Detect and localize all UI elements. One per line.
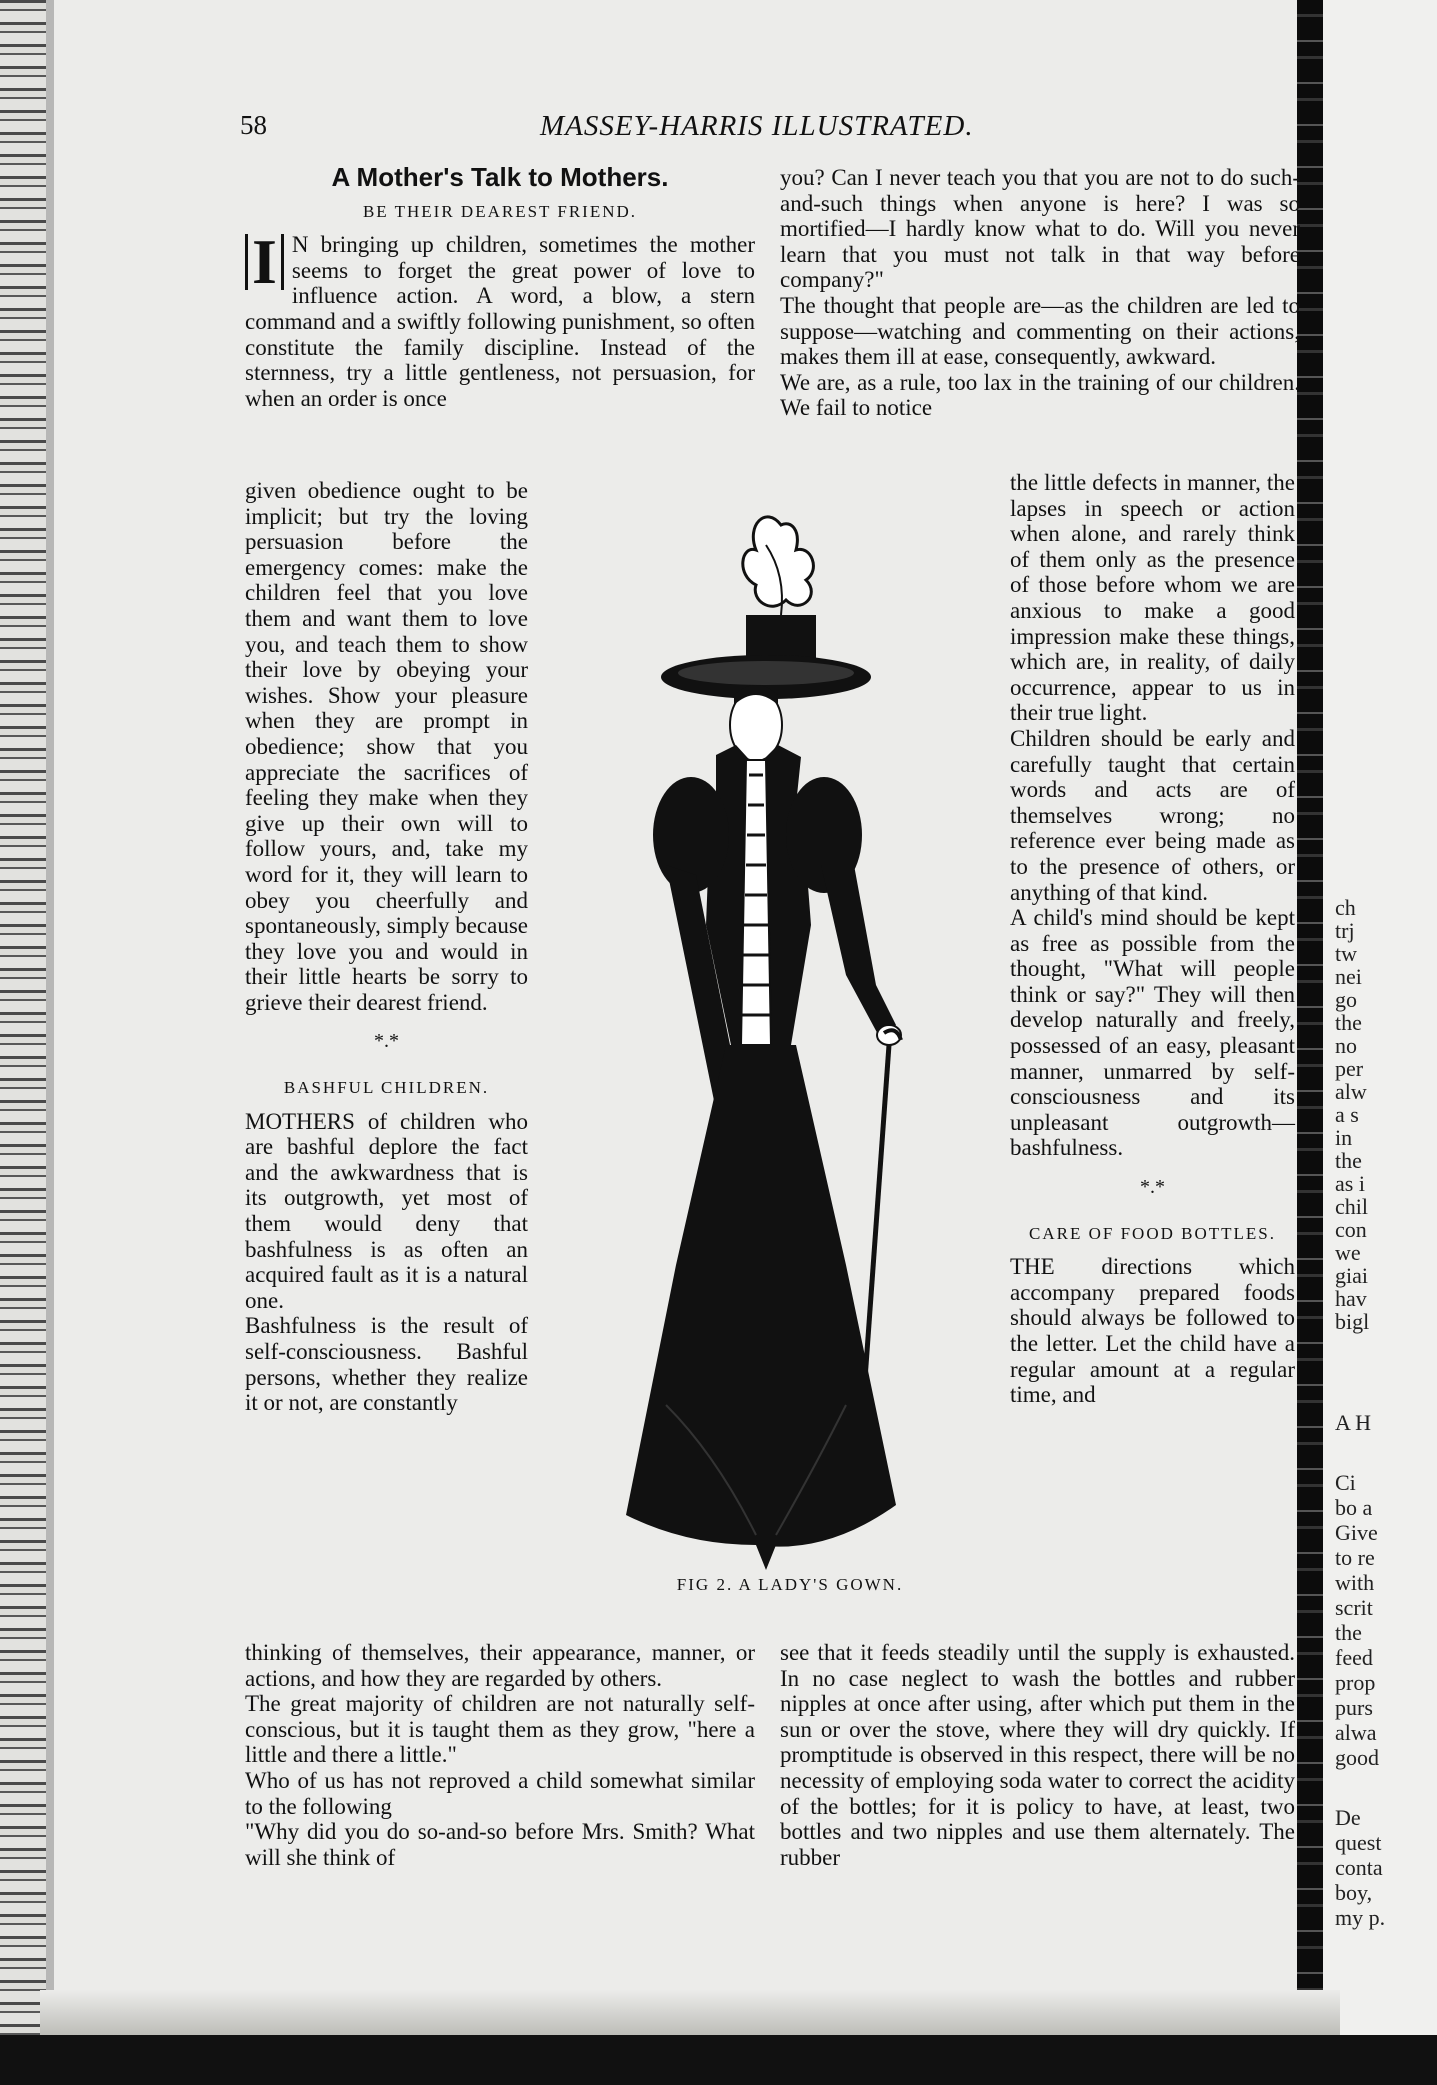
adjacent-page-fragment: a s: [1335, 1102, 1359, 1127]
adjacent-page-fragment: good: [1335, 1745, 1379, 1770]
page-number: 58: [240, 110, 267, 140]
scan-edge-shadow: [46, 0, 54, 2085]
section-heading-food-bottles: CARE OF FOOD BOTTLES.: [1029, 1223, 1276, 1243]
paragraph-intro: I N bringing up children, sometimes the mother seems to forget the great power of love to influence action. A word, a blow, a stern command and a swiftly following punishment, so often constitute the family discipline. Instead of the sternness, try a little gentleness, not persuasion, for when an order is once: [245, 226, 755, 411]
drop-cap: I: [245, 234, 284, 290]
paragraph-childs-mind: A child's mind should be kept as free as possible from the thought, "What will people think or say?" They will then develop naturally and freely, possessed of an easy, pleasant manner, unmarred by self-consciousness and its unpleasant outgrowth—bashfulness.: [1010, 905, 1295, 1161]
binding-gutter: [1297, 0, 1323, 2040]
adjacent-page-fragment: per: [1335, 1056, 1364, 1081]
adjacent-page-fragment: De: [1335, 1805, 1361, 1830]
scan-edge-bottom: [0, 2035, 1437, 2085]
section-divider-2: *.*: [1140, 1176, 1165, 1199]
paragraph-food-bottles-cont: see that it feeds steadily until the supply is exhausted. In no case neglect to wash the bottles and rubber nipples at once after using, after which put them in the sun or over the stove, where they will dry quickly. If promptitude is observed in this respect, there will be no necessity of employing soda water to correct the acidity of the bottles; for it is policy to have, at least, two bottles and two nipples and use them alternately. The rubber: [780, 1640, 1295, 1870]
running-head: MASSEY-HARRIS ILLUSTRATED.: [540, 110, 974, 142]
adjacent-page-fragment: in: [1335, 1125, 1353, 1150]
adjacent-page-fragment: trj: [1335, 918, 1355, 943]
page-header: [240, 110, 1020, 150]
adjacent-page-fragment: scrit: [1335, 1595, 1373, 1620]
adjacent-page-fragment: the: [1335, 1148, 1362, 1173]
adjacent-page-fragment: con: [1335, 1217, 1367, 1242]
scan-edge-bottom-fade: [40, 1990, 1340, 2035]
paragraph-training: We are, as a rule, too lax in the training of our children. We fail to notice: [780, 369, 1300, 421]
section-divider: *.*: [374, 1030, 399, 1053]
paragraph-children-taught: Children should be early and carefully taught that certain words and acts are of themselves wrong; no reference ever being made as to the presence of others, or anything of that kind.: [1010, 725, 1295, 905]
adjacent-page-fragment: hav: [1335, 1286, 1367, 1311]
paragraph-watching: The thought that people are—as the children are led to suppose—watching and commenting on their actions, makes them ill at ease, consequently, awkward.: [780, 292, 1300, 370]
column-right-bottom: [780, 1640, 1295, 1870]
adjacent-page-fragment: alw: [1335, 1079, 1367, 1104]
adjacent-page-fragment: tw: [1335, 941, 1357, 966]
paragraph-bashful-5: "Why did you do so-and-so before Mrs. Smith? What will she think of: [245, 1819, 755, 1870]
adjacent-page-fragment: alwa: [1335, 1720, 1377, 1745]
adjacent-page-fragment: go: [1335, 987, 1357, 1012]
adjacent-page-fragment: purs: [1335, 1695, 1373, 1720]
adjacent-page-fragment: conta: [1335, 1855, 1383, 1880]
adjacent-page-fragment: my p.: [1335, 1905, 1386, 1930]
paragraph-bashful-2-cont: thinking of themselves, their appearance, manner, or actions, and how they are regarded by others.: [245, 1640, 755, 1691]
section-heading-dearest-friend: BE THEIR DEAREST FRIEND.: [362, 201, 638, 221]
scan-edge-left: [0, 0, 46, 2085]
adjacent-page-fragment: chil: [1335, 1194, 1368, 1219]
article-title: A Mother's Talk to Mothers.: [331, 162, 669, 192]
column-left: [245, 162, 755, 411]
lady-gown-illustration: [606, 505, 986, 1585]
paragraph-food-bottles: THE directions which accompany prepared foods should always be followed to the letter. Let the child have a regular amount at a regular time, and: [1010, 1254, 1295, 1408]
adjacent-page-fragment: boy,: [1335, 1880, 1373, 1905]
adjacent-page-fragment: A H: [1335, 1410, 1372, 1435]
adjacent-page-fragment: quest: [1335, 1830, 1382, 1855]
column-right-narrow: [1010, 470, 1295, 1408]
column-right-top: [780, 165, 1300, 421]
adjacent-page-fragment: with: [1335, 1570, 1375, 1595]
column-left-bottom: [245, 1640, 755, 1870]
adjacent-page-fragment: bigl: [1335, 1309, 1370, 1334]
adjacent-page-fragment: ch: [1335, 895, 1356, 920]
adjacent-page-fragment: to re: [1335, 1545, 1375, 1570]
adjacent-page-fragment: feed: [1335, 1645, 1373, 1670]
adjacent-page-fragment: prop: [1335, 1670, 1376, 1695]
paragraph-bashful-1: MOTHERS of children who are bashful deplore the fact and the awkwardness that is its outgrowth, yet most of them would deny that bashfulness is as often an acquired fault as it is a natural one.: [245, 1108, 528, 1313]
paragraph-bashful-4: Who of us has not reproved a child somewhat similar to the following: [245, 1767, 755, 1819]
adjacent-page-fragment: giai: [1335, 1263, 1368, 1288]
figure-caption: FIG 2. A LADY'S GOWN.: [676, 1575, 904, 1594]
column-left-narrow: [245, 478, 528, 1416]
adjacent-page-fragment: Ci: [1335, 1470, 1356, 1495]
adjacent-page-fragment: we: [1335, 1240, 1361, 1265]
paragraph-bashful-3: The great majority of children are not naturally self-conscious, but it is taught them as they grow, "here a little and there a little.": [245, 1691, 755, 1768]
adjacent-page-fragment: the: [1335, 1010, 1362, 1035]
paragraph-bashful-2: Bashfulness is the result of self-consciousness. Bashful persons, whether they realize it or not, are constantly: [245, 1313, 528, 1416]
adjacent-page-fragment: as i: [1335, 1171, 1365, 1196]
paragraph-quote: you? Can I never teach you that you are not to do such-and-such things when anyone is here? I was so mortified—I hardly know what to do. Will you never learn that you must not talk in that way before company?": [780, 165, 1300, 293]
paragraph-training-cont: the little defects in manner, the lapses in speech or action when alone, and rarely think of them only as the presence of those before whom we are anxious to make a good impression make these things, which are, in reality, of daily occurrence, appear to us in their true light.: [1010, 470, 1295, 726]
adjacent-page-fragment: nei: [1335, 964, 1362, 989]
adjacent-page-fragment: no: [1335, 1033, 1357, 1058]
paragraph-obedience: given obedience ought to be implicit; but try the loving persuasion before the emergency comes: make the children feel that you love them and want them to love you, and teach them to show their love by obeying your wishes. Show your pleasure when they are prompt in obedience; show that you appreciate the sacrifices of feeling they make when they give up their own will to follow yours, and, take my word for it, they will learn to obey you cheerfully and spontaneously, simply because they love you and would in their little hearts be sorry to grieve their dearest friend.: [245, 478, 528, 1015]
adjacent-page-fragment: Give: [1335, 1520, 1378, 1545]
adjacent-page-fragment: bo a: [1335, 1495, 1373, 1520]
section-heading-bashful: BASHFUL CHILDREN.: [283, 1078, 490, 1098]
adjacent-page-fragment: the: [1335, 1620, 1362, 1645]
